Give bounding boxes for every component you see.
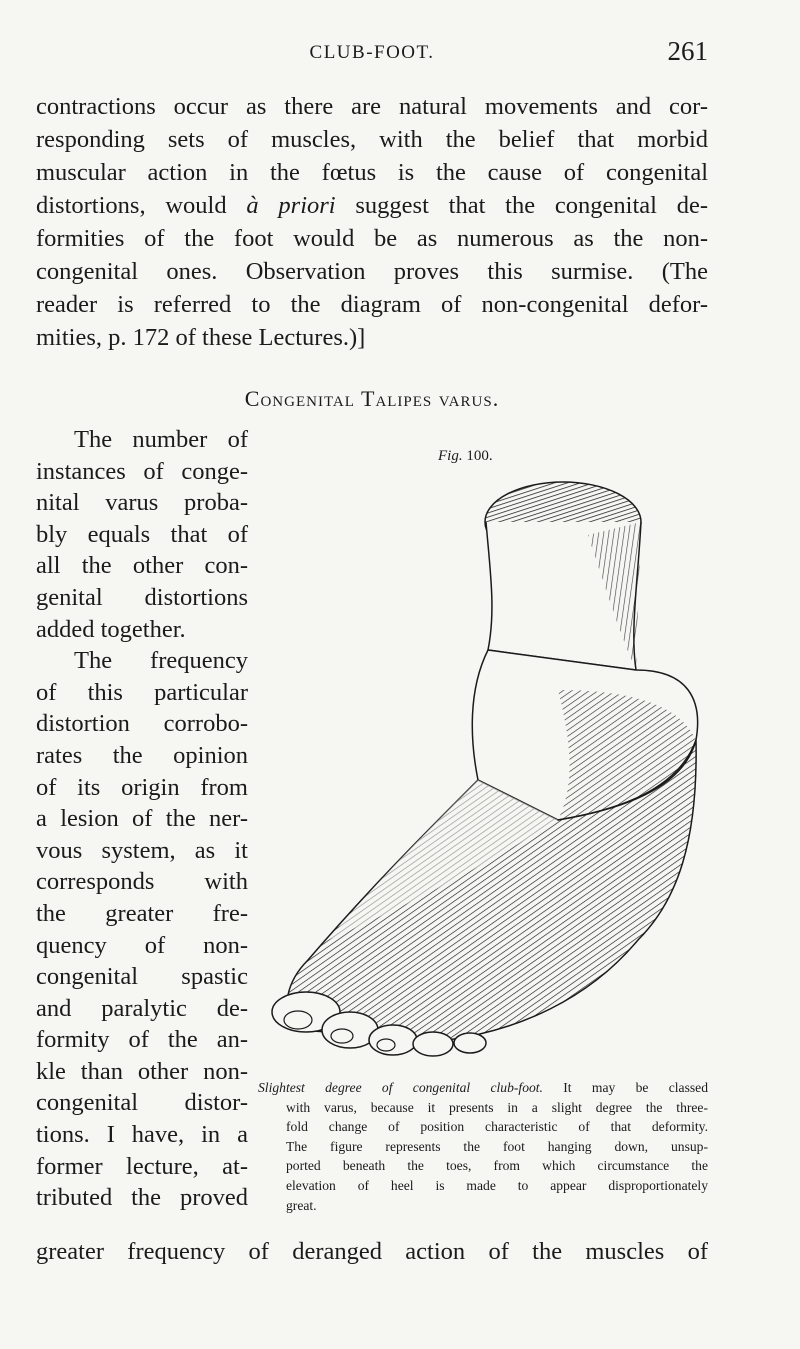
- caption-text: It may be classed: [563, 1080, 708, 1095]
- text-line: the greater fre-: [36, 899, 248, 927]
- bottom-text-line: greater frequency of deranged action of the muscles of: [36, 1238, 708, 1265]
- text-line: rates the opinion: [36, 741, 248, 769]
- text-line: instances of conge-: [36, 457, 248, 485]
- text-line: [36, 189, 708, 222]
- text-line: kle than other non-: [36, 1057, 248, 1085]
- running-title: CLUB-FOOT.: [309, 42, 435, 63]
- text-line: formity of the an-: [36, 1026, 248, 1054]
- text-line: The frequency: [74, 647, 248, 675]
- page-number: 261: [667, 36, 708, 66]
- text-line: formities of the foot would be as numerous as the non-: [36, 225, 708, 252]
- caption-line: with varus, because it presents in a slight degree the three-: [286, 1099, 708, 1115]
- text-line: congenital spastic: [36, 963, 248, 991]
- caption-italic-lead: Slightest degree of congenital club-foot.: [258, 1080, 543, 1095]
- text-line: quency of non-: [36, 931, 248, 959]
- text-line: of this particular: [36, 678, 248, 706]
- running-head: [36, 34, 708, 70]
- figure-label-prefix: Fig.: [438, 448, 463, 464]
- caption-line: ported beneath the toes, from which circumstance the: [286, 1158, 708, 1174]
- figure-label-number: 100.: [466, 448, 493, 464]
- text-line: responding sets of muscles, with the belief that morbid: [36, 126, 708, 153]
- text-line: added together.: [36, 615, 186, 643]
- text-line: bly equals that of: [36, 520, 248, 548]
- text-line: mities, p. 172 of these Lectures.)]: [36, 324, 366, 351]
- text-fragment: distortions, would: [36, 192, 227, 219]
- text-line: tributed the proved: [36, 1184, 248, 1212]
- caption-line: fold change of position characteristic of that deformity.: [286, 1119, 708, 1135]
- text-line: corresponds with: [36, 868, 248, 896]
- text-line: contractions occur as there are natural movements and cor-: [36, 93, 708, 120]
- text-line: congenital ones. Observation proves this surmise. (The: [36, 258, 708, 285]
- text-line: distortion corrobo-: [36, 710, 248, 738]
- text-line: a lesion of the ner-: [36, 805, 248, 833]
- text-line: of its origin from: [36, 773, 248, 801]
- text-line: genital distortions: [36, 583, 248, 611]
- text-line: congenital distor-: [36, 1089, 248, 1117]
- top-paragraph: [36, 90, 708, 354]
- section-heading: Congenital Talipes varus.: [244, 386, 500, 411]
- text-line: and paralytic de-: [36, 994, 248, 1022]
- little-toe: [454, 1033, 486, 1053]
- third-toe: [369, 1025, 417, 1055]
- caption-line: The figure represents the foot hanging down, unsup-: [286, 1138, 708, 1154]
- text-line: all the other con-: [36, 552, 248, 580]
- text-line: The number of: [74, 426, 248, 453]
- text-line: tions. I have, in a: [36, 1121, 248, 1149]
- text-fragment: suggest that the congenital de-: [355, 192, 708, 219]
- caption-line: elevation of heel is made to appear disproportionately: [286, 1177, 708, 1193]
- left-column-text: [36, 424, 248, 1214]
- text-line: vous system, as it: [36, 836, 248, 864]
- fourth-toe: [413, 1032, 453, 1056]
- italic-phrase: à priori: [246, 192, 336, 219]
- figure-caption: [258, 1078, 708, 1215]
- text-line: former lecture, at-: [36, 1152, 248, 1180]
- text-line: muscular action in the fœtus is the cause of congenital: [36, 159, 708, 186]
- text-line: reader is referred to the diagram of non-congenital defor-: [36, 291, 708, 318]
- text-line: nital varus proba-: [36, 489, 248, 517]
- caption-line: great.: [286, 1197, 317, 1213]
- club-foot-engraving: [258, 440, 708, 1060]
- figure-100: [258, 440, 708, 1060]
- caption-line: [258, 1078, 708, 1098]
